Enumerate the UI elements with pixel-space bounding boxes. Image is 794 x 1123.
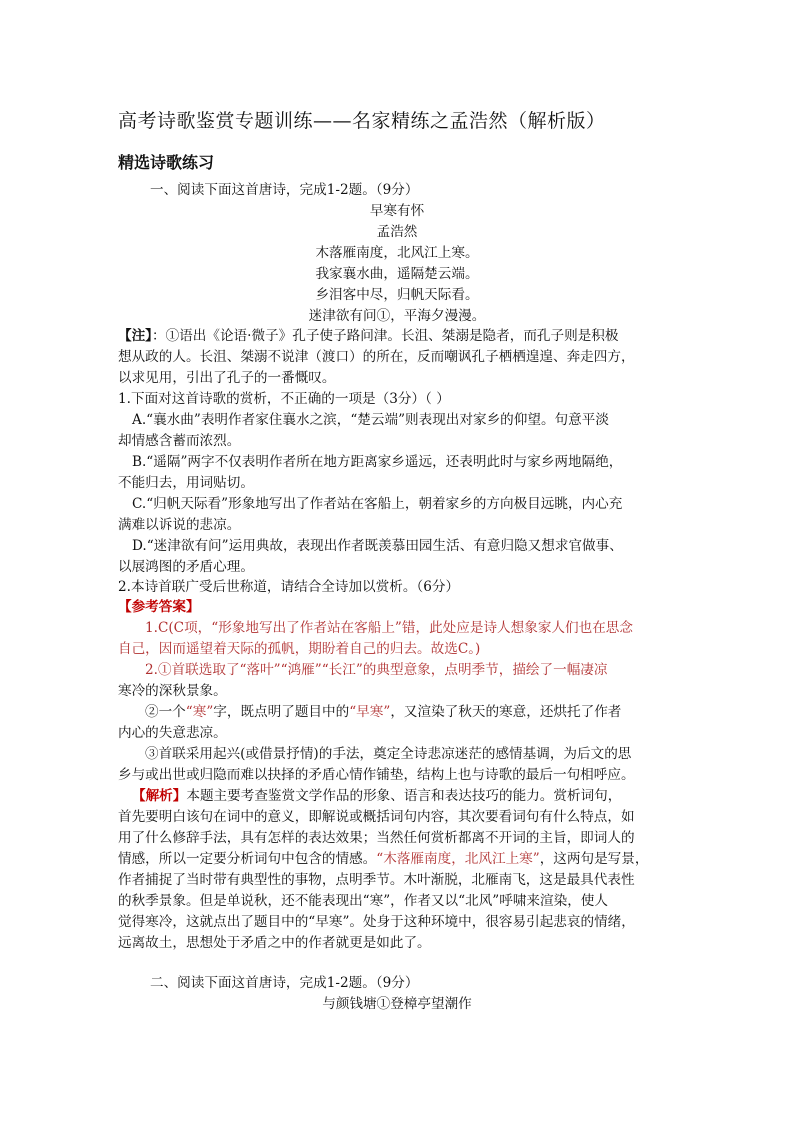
poem-author: 孟浩然: [376, 224, 418, 240]
note-text: ：①语出《论语·微子》孔子使子路问津。长沮、桀溺是隐者，而孔子则是积极: [151, 328, 619, 344]
poem-title: 与颜钱塘①登樟亭望潮作: [322, 996, 472, 1012]
poem-line: 我家襄水曲，遥隔楚云端。: [315, 266, 479, 282]
option-b-cont: 不能归去，用词贴切。: [118, 475, 254, 491]
analysis-label: 【解析】: [132, 788, 187, 804]
answer-line: 乡与或出世或归隐而难以抉择的矛盾心情作铺垫，结构上也与诗歌的最后一句相呼应。: [118, 767, 635, 783]
option-b: B.“遥隔”两字不仅表明作者所在地方距离家乡遥远，还表明此时与家乡两地隔绝，: [132, 454, 623, 470]
option-d-cont: 以展鸿图的矛盾心理。: [118, 559, 254, 575]
answer-point-3: ③首联采用起兴(或借景抒情)的手法，奠定全诗悲凉迷茫的感情基调，为后文的思: [145, 746, 632, 762]
option-d: D.“迷津欲有问”运用典故，表现出作者既羡慕田园生活、有意归隐又想求官做事、: [132, 538, 623, 554]
answer-text: ，又渲染了秋天的寒意，还烘托了作者: [390, 704, 622, 720]
option-c: C.“归帆天际看”形象地写出了作者站在客船上，朝着家乡的方向极目远眺，内心充: [132, 496, 623, 512]
answer-line: 1.C(C项，“形象地写出了作者站在客船上”错，此处应是诗人想象家人们也在思念: [145, 620, 633, 636]
analysis-line: 用了什么修辞手法，具有怎样的表达效果；当然任何赏析都离不开词的主旨，即词人的: [118, 830, 635, 846]
poem-title: 早寒有怀: [369, 203, 425, 219]
option-c-cont: 满难以诉说的悲凉。: [118, 517, 241, 533]
question-1: 1.下面对这首诗歌的赏析，不正确的一项是（3分）（ ）: [118, 391, 450, 407]
document-title: 高考诗歌鉴赏专题训练——名家精练之孟浩然（解析版）: [118, 110, 606, 132]
analysis-line: [132, 786, 621, 807]
question-2: 2.本诗首联广受后世称道，请结合全诗加以赏析。（6分）: [118, 579, 460, 595]
answer-line: 2.①首联选取了“落叶”“鸿雁”“长江”的典型意象，点明季节，描绘了一幅凄凉: [145, 662, 608, 678]
analysis-quote: “木落雁南度，北风江上寒”: [376, 851, 540, 867]
analysis-line: 作者捕捉了当时带有典型性的事物，点明季节。木叶渐脱，北雁南飞，这是最具代表性: [118, 872, 635, 888]
poem-line: 乡泪客中尽，归帆天际看。: [315, 287, 479, 303]
poem-line: 迷津欲有问①，平海夕漫漫。: [308, 308, 486, 324]
note-line: 以求见用，引出了孔子的一番慨叹。: [118, 370, 336, 386]
analysis-line: [118, 849, 648, 870]
poem-line: 木落雁南度，北风江上寒。: [315, 245, 479, 261]
analysis-text: ，这两句是写景，: [539, 851, 649, 867]
analysis-text: 情感，所以一定要分析词句中包含的情感。: [118, 851, 377, 867]
option-a: A.“襄水曲”表明作者家住襄水之滨，“楚云端”则表现出对家乡的仰望。句意平淡: [132, 412, 609, 428]
analysis-line: 觉得寒冷，这就点出了题目中的“早寒”。处身于这种环境中，很容易引起悲哀的情绪，: [118, 914, 635, 930]
section-heading: 精选诗歌练习: [118, 153, 215, 172]
analysis-line: 远离故土，思想处于矛盾之中的作者就更是如此了。: [118, 935, 431, 951]
part2-intro: 二、阅读下面这首唐诗，完成1-2题。（9分）: [150, 975, 419, 991]
analysis-line: 的秋季景象。但是单说秋，还不能表现出“寒”，作者又以“北风”呼啸来渲染，使人: [118, 893, 608, 909]
note-line: [118, 326, 619, 347]
answer-line: 寒冷的深秋景象。: [118, 683, 227, 699]
answer-line: 自己，因而遥望着天际的孤帆，期盼着自己的归去。故选C。): [118, 641, 481, 657]
answer-line: 内心的失意悲凉。: [118, 725, 227, 741]
note-line: 想从政的人。长沮、桀溺不说津（渡口）的所在，反而嘲讽孔子栖栖遑遑、奔走四方，: [118, 349, 635, 365]
answer-point-2: [145, 702, 621, 723]
answer-text: ②一个: [145, 704, 186, 720]
part1-intro: 一、阅读下面这首唐诗，完成1-2题。（9分）: [150, 182, 419, 198]
note-label: 【注】: [118, 328, 152, 344]
analysis-text: 本题主要考查鉴赏文学作品的形象、语言和表达技巧的能力。赏析词句，: [186, 788, 622, 804]
answer-label: 【参考答案】: [118, 599, 200, 615]
answer-highlight: “早寒”: [349, 704, 391, 720]
option-a-cont: 却情感含蓄而浓烈。: [118, 433, 241, 449]
analysis-line: 首先要明白该句在词中的意义，即解说或概括词句内容，其次要看词句有什么特点，如: [118, 809, 635, 825]
answer-highlight: “寒”: [185, 704, 214, 720]
answer-text: 字，既点明了题目中的: [213, 704, 350, 720]
